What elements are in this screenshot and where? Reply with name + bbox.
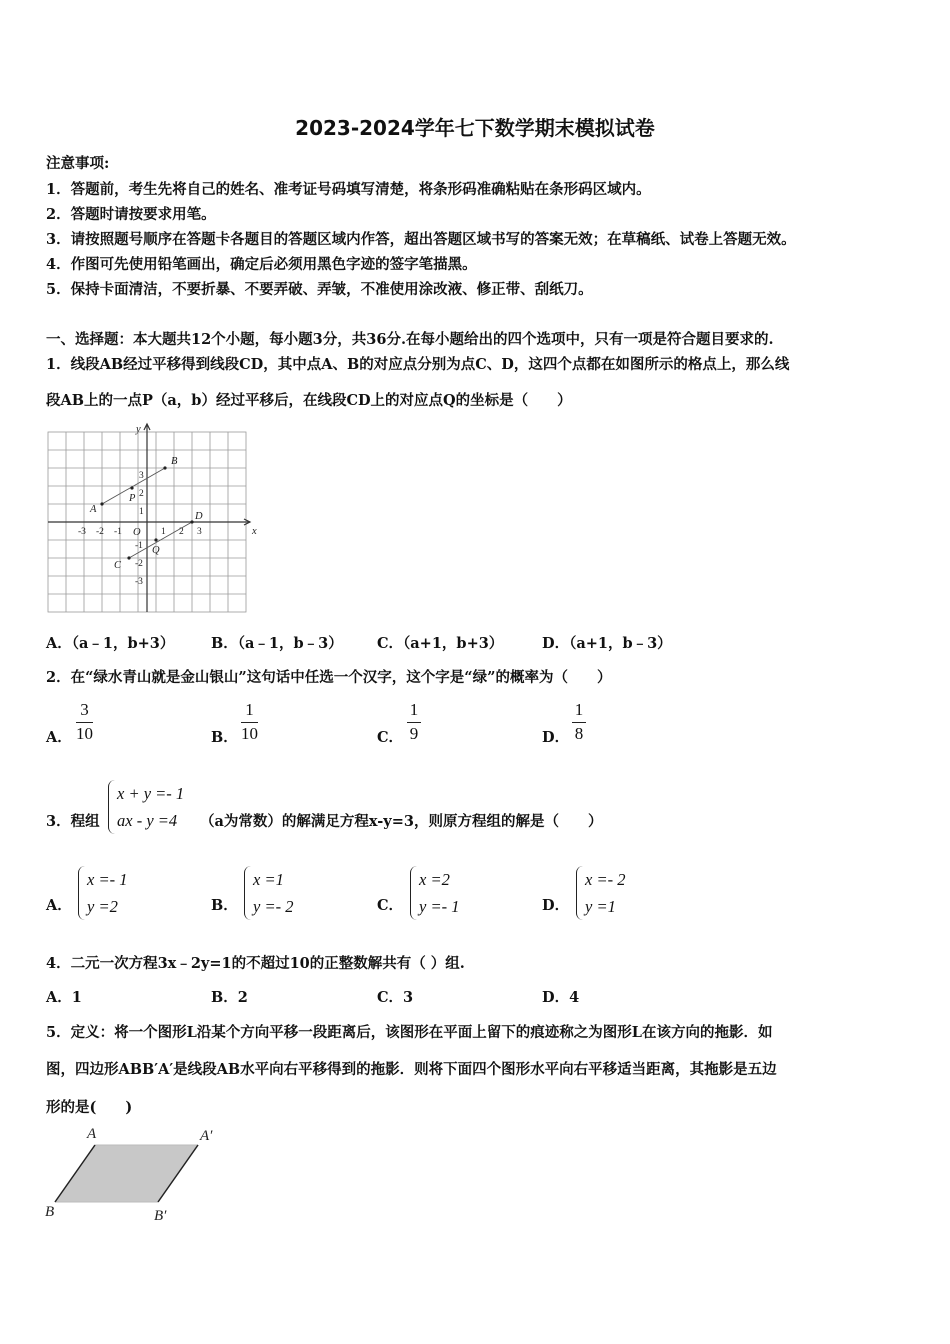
question-4-text: 4．二元一次方程3x﹣2y=1的不超过10的正整数解共有（ ）组. [46,955,465,972]
y-tick-label: -3 [135,577,143,587]
x-tick-label: 2 [179,527,184,537]
q2-option-a-fraction [76,700,93,744]
q2-option-c-fraction [407,700,421,744]
equation-line: x =1 [253,870,284,889]
question-5-text: 图，四边形ABB′A′是线段AB水平向右平移得到的拖影．则将下面四个图形水平向右平移适当距离，其拖影是五边 [46,1061,777,1078]
question-3-prefix: 3．程组 [46,813,100,830]
q3-option-d-system [576,866,625,920]
q3-equation-system [108,780,184,834]
coordinate-grid-figure [40,418,260,618]
y-tick-label: 3 [139,471,144,481]
question-5-text: 形的是( ) [46,1099,133,1116]
q1-option-a[interactable]: A．（a﹣1，b+3） [46,635,175,652]
origin-label: O [133,527,141,538]
q3-option-b-label[interactable]: B． [211,897,238,914]
q2-option-c-label[interactable]: C． [377,729,404,746]
equation-line: ax - y =4 [117,811,178,830]
point-label-a: A [90,504,97,515]
q3-option-c-label[interactable]: C． [377,897,404,914]
q4-option-b[interactable]: B．2 [211,989,248,1006]
notice-item: 2．答题时请按要求用笔。 [46,206,216,223]
notice-item: 1．答题前，考生先将自己的姓名、准考证号码填写清楚，将条形码准确粘贴在条形码区域内。 [46,181,651,198]
question-2-text: 2．在“绿水青山就是金山银山”这句话中任选一个汉字，这个字是“绿”的概率为（ ） [46,669,612,686]
equation-line: y =- 2 [253,897,294,916]
equation-line: x + y =- 1 [117,784,185,803]
q3-option-d-label[interactable]: D． [542,897,570,914]
x-tick-label: -1 [114,527,122,537]
q3-option-b-system [244,866,293,920]
notice-item: 5．保持卡面清洁，不要折暴、不要弄破、弄皱，不准使用涂改液、修正带、刮纸刀。 [46,281,593,298]
axis-y-label: y [136,424,141,435]
q3-option-a-label[interactable]: A． [46,897,72,914]
question-3-suffix: （a为常数）的解满足方程x-y=3，则原方程组的解是（ ） [200,813,603,830]
fraction-numerator: 1 [245,700,254,719]
parallelogram-drag-figure [40,1122,230,1228]
notice-item: 3．请按照题号顺序在答题卡各题目的答题区域内作答，超出答题区域书写的答案无效；在草稿纸、试卷上答题无效。 [46,231,796,248]
equation-line: y =2 [87,897,118,916]
axis-x-label: x [252,526,257,537]
y-tick-label: 1 [139,507,144,517]
q2-option-b-fraction [241,700,258,744]
fraction-numerator: 3 [80,700,89,719]
q3-option-a-system [78,866,127,920]
fraction-denominator: 10 [76,724,93,743]
equation-line: x =- 2 [585,870,626,889]
equation-line: x =2 [419,870,450,889]
q4-option-c[interactable]: C．3 [377,989,414,1006]
x-tick-label: 3 [197,527,202,537]
section-heading: 一、选择题：本大题共12个小题，每小题3分，共36分.在每小题给出的四个选项中，只有一项是符合题目要求的. [46,331,774,348]
vertex-label-a-prime: A′ [200,1128,213,1144]
point-label-d: D [195,511,203,522]
notice-heading: 注意事项: [46,155,110,172]
q4-option-a[interactable]: A．1 [46,989,82,1006]
vertex-label-a: A [87,1126,97,1142]
q3-option-c-system [410,866,459,920]
question-1-text: 1．线段AB经过平移得到线段CD，其中点A、B的对应点分别为点C、D，这四个点都在如图所示的格点上，那么线 [46,356,790,373]
equation-line: x =- 1 [87,870,128,889]
fraction-numerator: 1 [574,700,584,719]
page-title: 2023-2024学年七下数学期末模拟试卷 [295,116,655,140]
q4-option-d[interactable]: D．4 [542,989,580,1006]
question-1-text: 段AB上的一点P（a，b）经过平移后，在线段CD上的对应点Q的坐标是（ ） [46,392,572,409]
point-label-q: Q [152,545,160,556]
y-tick-label: 2 [139,489,144,499]
q2-option-d-label[interactable]: D． [542,729,570,746]
question-5-text: 5．定义：将一个图形L沿某个方向平移一段距离后，该图形在平面上留下的痕迹称之为图形L在该方向的拖影．如 [46,1024,773,1041]
y-tick-label: -2 [135,559,143,569]
q1-option-b[interactable]: B．（a﹣1，b﹣3） [211,635,343,652]
q2-option-a-label[interactable]: A． [46,729,72,746]
q2-option-d-fraction [572,700,586,744]
fraction-denominator: 9 [409,724,419,743]
fraction-denominator: 10 [241,724,258,743]
vertex-label-b: B [45,1204,55,1220]
point-label-p: P [129,493,136,504]
x-tick-label: -2 [96,527,104,537]
q1-option-c[interactable]: C．（a+1，b+3） [377,635,504,652]
parallelogram-shape [55,1145,198,1202]
fraction-denominator: 8 [574,724,584,743]
equation-line: y =- 1 [419,897,460,916]
notice-item: 4．作图可先使用铅笔画出，确定后必须用黑色字迹的签字笔描黑。 [46,256,477,273]
x-tick-label: -3 [78,527,86,537]
y-tick-label: -1 [135,541,143,551]
q2-option-b-label[interactable]: B． [211,729,238,746]
equation-line: y =1 [585,897,616,916]
q1-option-d[interactable]: D．（a+1，b﹣3） [542,635,672,652]
fraction-numerator: 1 [409,700,419,719]
point-label-c: C [114,560,122,571]
point-label-b: B [171,456,178,467]
vertex-label-b-prime: B′ [154,1208,167,1224]
x-tick-label: 1 [161,527,166,537]
